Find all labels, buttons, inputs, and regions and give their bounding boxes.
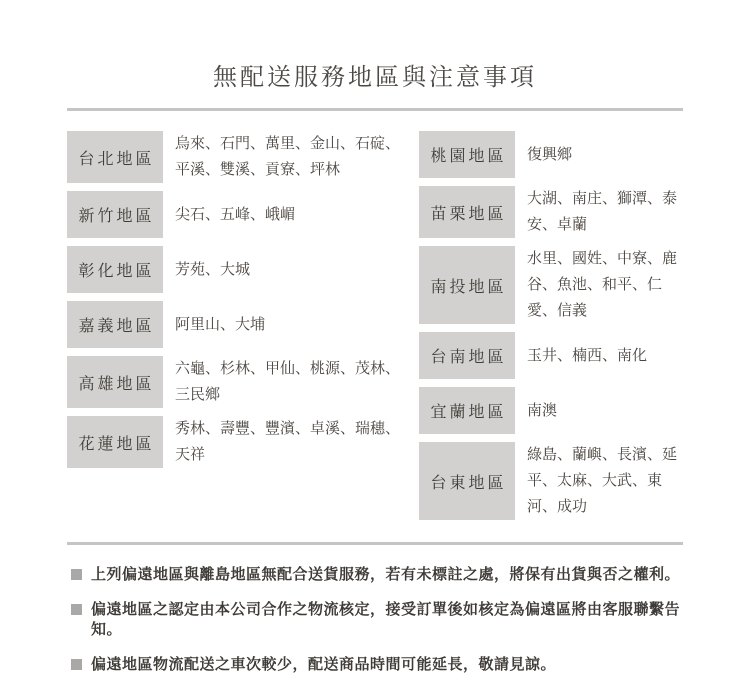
region-label: 南投地區 bbox=[419, 246, 515, 324]
region-row-tainan bbox=[419, 332, 683, 379]
regions-column-left bbox=[67, 131, 419, 520]
region-areas: 綠島、蘭嶼、長濱、延平、太麻、大武、東河、成功 bbox=[527, 446, 678, 515]
region-label: 高雄地區 bbox=[67, 356, 163, 408]
notes-section bbox=[67, 542, 683, 675]
region-row-changhua bbox=[67, 246, 419, 293]
region-row-taoyuan bbox=[419, 131, 683, 178]
square-bullet-icon bbox=[71, 569, 82, 580]
region-label: 台北地區 bbox=[67, 131, 163, 183]
square-bullet-icon bbox=[71, 659, 82, 670]
square-bullet-icon bbox=[71, 604, 82, 615]
note-item bbox=[67, 600, 683, 640]
notes-list bbox=[67, 565, 683, 675]
page-title: 無配送服務地區與注意事項 bbox=[213, 64, 537, 91]
region-areas: 秀林、壽豐、豐濱、卓溪、瑞穗、天祥 bbox=[175, 420, 401, 463]
region-row-yilan bbox=[419, 387, 683, 434]
note-text: 上列偏遠地區與離島地區無配合送貨服務，若有未標註之處，將保有出貨與否之權利。 bbox=[91, 566, 681, 583]
notes-divider bbox=[67, 542, 683, 545]
region-areas: 烏來、石門、萬里、金山、石碇、平溪、雙溪、貢寮、坪林 bbox=[175, 135, 401, 178]
region-areas: 南澳 bbox=[527, 401, 558, 419]
region-label: 彰化地區 bbox=[67, 246, 163, 293]
region-row-nantou bbox=[419, 246, 683, 324]
region-areas: 尖石、五峰、峨嵋 bbox=[175, 205, 296, 223]
region-label: 嘉義地區 bbox=[67, 301, 163, 348]
region-row-taipei bbox=[67, 131, 419, 183]
note-text: 偏遠地區物流配送之車次較少，配送商品時間可能延長，敬請見諒。 bbox=[91, 656, 557, 673]
region-areas: 六龜、杉林、甲仙、桃源、茂林、三民鄉 bbox=[175, 360, 401, 403]
region-areas: 阿里山、大埔 bbox=[175, 315, 266, 333]
region-label: 桃園地區 bbox=[419, 131, 515, 178]
region-label: 台南地區 bbox=[419, 332, 515, 379]
region-label: 花蓮地區 bbox=[67, 416, 163, 468]
region-row-miaoli bbox=[419, 186, 683, 238]
region-label: 新竹地區 bbox=[67, 191, 163, 238]
region-row-hsinchu bbox=[67, 191, 419, 238]
region-areas: 玉井、楠西、南化 bbox=[527, 346, 648, 364]
note-item bbox=[67, 655, 683, 675]
region-label: 台東地區 bbox=[419, 442, 515, 520]
regions-table bbox=[67, 131, 683, 520]
region-row-taitung bbox=[419, 442, 683, 520]
region-row-hualien bbox=[67, 416, 419, 468]
region-areas: 芳苑、大城 bbox=[175, 260, 251, 278]
title-divider bbox=[67, 108, 683, 111]
region-areas: 大湖、南庄、獅潭、泰安、卓蘭 bbox=[527, 190, 678, 233]
region-row-kaohsiung bbox=[67, 356, 419, 408]
region-label: 苗栗地區 bbox=[419, 186, 515, 238]
note-text: 偏遠地區之認定由本公司合作之物流核定，接受訂單後如核定為偏遠區將由客服聯繫告知。 bbox=[91, 601, 681, 638]
regions-column-right bbox=[419, 131, 683, 520]
note-item bbox=[67, 565, 683, 585]
region-label: 宜蘭地區 bbox=[419, 387, 515, 434]
region-areas: 水里、國姓、中寮、鹿谷、魚池、和平、仁愛、信義 bbox=[527, 250, 678, 319]
region-row-chiayi bbox=[67, 301, 419, 348]
region-areas: 復興鄉 bbox=[527, 145, 573, 163]
